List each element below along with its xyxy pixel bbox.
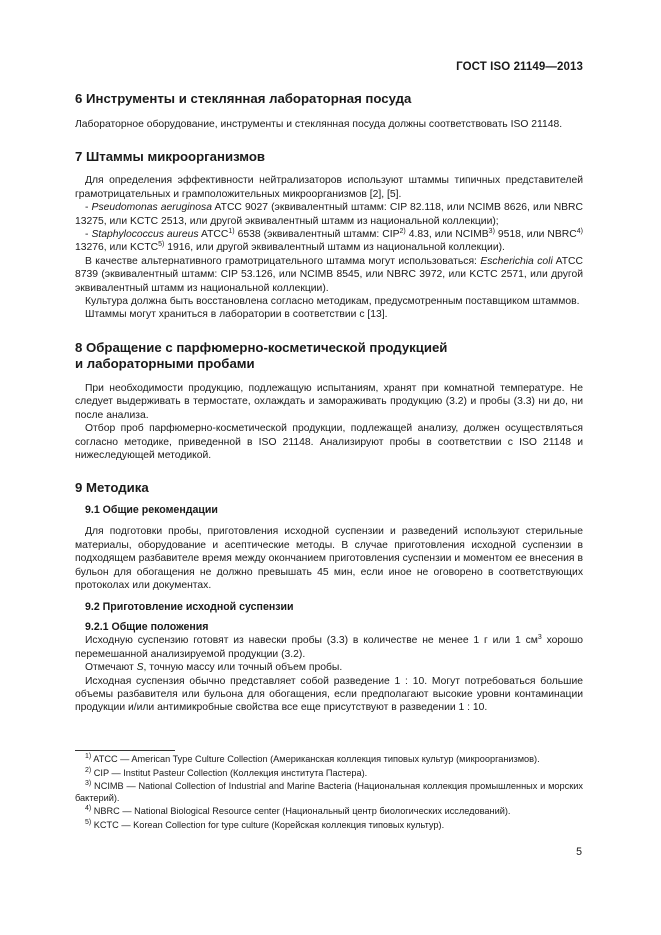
footnote-mark: 4) [85,805,92,813]
footnote-text: CIP — Institut Pasteur Collection (Коллекция института Пастера). [91,767,368,778]
s7-paragraph-1 [75,174,583,201]
footnote-mark: 1) [85,753,92,760]
section-7-heading: 7 Штаммы микроорганизмов [75,149,266,165]
bullet-text: 9518, или NBRC [494,229,577,241]
footnote-mark: 5) [85,818,92,826]
s8-paragraph-2 [75,422,583,462]
document-header: ГОСТ ISO 21149—2013 [456,61,583,73]
s7-bullet-2 [75,228,583,255]
section-8-body [75,382,583,462]
s921-p2-text-rest: , точную массу или точный объем пробы. [143,662,343,674]
s91-paragraph-1 [75,525,583,592]
footnote-text: NBRC — National Biological Resource center (Национальный центр биологических исследований). [91,806,511,817]
footnote-5 [75,820,583,832]
s7-paragraph-2 [75,255,583,295]
footnote-text: NCIMB — National Collection of Industrial and Marine Bacteria (Национальная коллекция промышленных и морских бактерий). [75,781,583,803]
section-9-2-heading: 9.2 Приготовление исходной суспензии [85,601,294,614]
bullet-text: 1916, или другой эквивалентный штамм из национальной коллекции). [164,242,505,254]
s7-bullet-1 [75,201,583,228]
s7-paragraph-4 [75,308,583,321]
bullet-text: 13276, или KCTC [75,242,159,254]
bullet-text: ATCC [198,229,229,241]
species-name: Pseudomonas aeruginosa [91,202,212,214]
species-name: Staphylococcus aureus [91,229,199,241]
s91-p1-text: Для подготовки пробы, приготовления исходной суспензии и разведений используют стерильные материалы, оборудование и асептические методы. В случае приготовления исходной суспензии в подходящем разбавителе время между окончанием приготовления суспензии и моментом ее внесения в бульон для обогащения не должно превышать 45 мин, если иное не оговорено в соответствующих протоколах или документах. [75,526,583,591]
s7-p2-text-rest: ATCC 8739 (эквивалентный штамм: CIP 53.126, или NCIMB 8545, или NBRC 3972, или KCTC 2571, или другой эквивалентный штамм из национальной коллекции). [75,255,583,294]
footnote-ref[interactable]: 3) [488,228,495,236]
species-name: Escherichia coli [480,255,553,267]
footnote-ref[interactable]: 5) [158,241,165,249]
footnote-text: ATCC — American Type Culture Collection (Американская коллекция типовых культур (микроорганизмов). [91,754,540,764]
section-9-2-1-heading: 9.2.1 Общие положения [85,621,209,634]
s7-p4-text: Штаммы могут храниться в лаборатории в соответствии с [13]. [85,309,388,321]
bullet-dash: - [85,229,92,241]
footnote-mark: 2) [85,766,92,774]
s921-p1-text: Исходную суспензию готовят из навески пробы (3.3) в количестве не менее 1 г или 1 см [85,635,538,647]
section-6-heading: 6 Инструменты и стеклянная лабораторная посуда [75,91,412,106]
s921-paragraph-3 [75,675,583,715]
section-6-paragraph [75,118,583,131]
bullet-text: 4.83, или NCIMB [405,229,489,241]
footnote-ref[interactable]: 2) [399,228,406,236]
section-8-heading [75,340,583,372]
s7-p3-text: Культура должна быть восстановлена согласно методикам, предусмотренным поставщиком штаммов. [85,296,580,308]
bullet-text: 6538 (эквивалентный штамм: CIP [234,229,400,241]
footnote-3 [75,781,583,804]
section-9-heading: 9 Методика [75,480,149,496]
s7-paragraph-3 [75,295,583,308]
s921-paragraph-1 [75,634,583,661]
s8-p1-text: При необходимости продукцию, подлежащую испытаниям, хранят при комнатной температуре. Не следует выдерживать в термостате, охлаждать и замораживать продукцию (3.2) и пробы (3.3) ни до, ни после анализа. [75,382,583,421]
section-9-1-heading: 9.1 Общие рекомендации [85,504,218,517]
s8-paragraph-1 [75,382,583,422]
footnote-ref[interactable]: 1) [228,228,235,236]
footnote-separator [75,750,175,751]
footnote-2 [75,768,583,780]
bullet-text: ATCC 9027 (эквивалентный штамм: CIP 82.118, или NCIMB 8626, или NBRC 13275, или KCTC 2513, или другой эквивалентный штамм из национальной коллекции); [75,202,583,227]
s921-p2-text: Отмечают [85,662,137,674]
footnote-mark: 3) [85,780,92,788]
s8-heading-line-2: и лабораторными пробами [75,355,255,371]
s7-p1-text: Для определения эффективности нейтрализаторов используют штаммы типичных представителей грамотрицательных и грамположительных микроорганизмов [2], [5]. [75,175,583,200]
footnotes [75,754,583,832]
footnote-4 [75,806,583,818]
page-body [75,91,583,715]
s921-p1-text-rest: хорошо перемешанной анализируемой продукции (3.2). [75,635,583,660]
page-number: 5 [576,846,582,858]
s8-p2-text: Отбор проб парфюмерно-косметической продукции, подлежащей анализу, должен осуществляться согласно методике, приведенной в ISO 21148. Анализируют пробы в соответствии с ISO 21148 и нижеследующей методикой. [75,423,583,461]
footnote-1 [75,754,583,766]
s921-p3-text: Исходная суспензия обычно представляет собой разведение 1 : 10. Могут потребоваться большие объемы разбавителя или бульона для обогащения, если предполагают высокие уровни контаминации продукции и/или антимикробные свойства все еще присутствуют в разведении 1 : 10. [75,675,583,714]
footnote-text: KCTC — Korean Collection for type culture (Корейская коллекция типовых культур). [91,819,445,830]
s8-heading-line-1: 8 Обращение с парфюмерно-косметической продукцией [75,339,448,355]
footnote-ref[interactable]: 4) [576,228,583,236]
s6-p1-text: Лабораторное оборудование, инструменты и стеклянная посуда должны соответствовать ISO 21148. [75,119,563,130]
bullet-dash: - [85,202,92,214]
variable-s: S [136,662,144,674]
s921-paragraph-2 [75,661,583,674]
s7-p2-text: В качестве альтернативного грамотрицательного штамма могут использоваться: [85,255,481,267]
unit-superscript: 3 [537,634,542,642]
section-7-body [75,174,583,321]
